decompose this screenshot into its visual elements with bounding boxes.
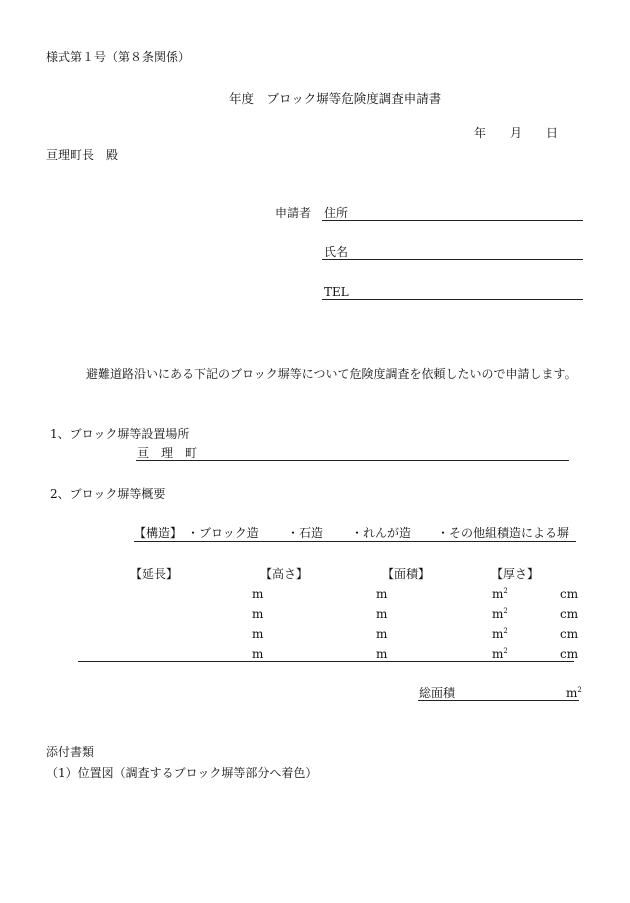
total-area-field-line[interactable] xyxy=(418,700,579,701)
total-area-label: 総面積 xyxy=(419,686,456,700)
location-field-line[interactable] xyxy=(136,460,569,461)
request-statement: 避難道路沿いにある下記のブロック塀等について危険度調査を依頼したいので申請します。 xyxy=(86,367,577,381)
address-label: 住所 xyxy=(324,206,349,220)
structure-option-brick[interactable]: ・れんが造 xyxy=(351,526,412,540)
tel-field-line[interactable] xyxy=(322,299,583,300)
total-area-unit: $m^2$ xyxy=(566,686,582,700)
height-unit: m xyxy=(376,647,388,661)
thickness-unit: cm xyxy=(560,647,579,661)
thickness-unit: cm xyxy=(560,607,579,621)
table-bottom-line xyxy=(78,661,574,662)
header-length: 【延長】 xyxy=(130,567,179,581)
structure-option-other[interactable]: ・その他組積造による塀 xyxy=(437,526,570,540)
tel-label: TEL xyxy=(324,285,349,299)
section2-heading: 2、ブロック塀等概要 xyxy=(50,487,166,501)
length-unit: m xyxy=(252,587,264,601)
area-unit: $m^2$ xyxy=(492,647,508,661)
structure-option-block[interactable]: ・ブロック造 xyxy=(187,526,259,540)
structure-label: 【構造】 xyxy=(134,526,183,540)
address-field-line[interactable] xyxy=(322,220,583,221)
name-field-line[interactable] xyxy=(322,259,583,260)
height-unit: m xyxy=(376,587,388,601)
structure-underline xyxy=(134,541,576,542)
height-unit: m xyxy=(376,607,388,621)
page-title: 年度 ブロック塀等危険度調査申請書 xyxy=(229,91,442,106)
thickness-unit: cm xyxy=(560,587,579,601)
form-number: 様式第１号（第８条関係） xyxy=(46,50,191,64)
section1-heading: 1、ブロック塀等設置場所 xyxy=(50,427,190,441)
applicant-label: 申請者 xyxy=(275,206,312,220)
town-name: 亘 理 町 xyxy=(137,446,198,460)
length-unit: m xyxy=(252,607,264,621)
date-year: 年 xyxy=(474,126,487,140)
thickness-unit: cm xyxy=(560,627,579,641)
structure-option-stone[interactable]: ・石造 xyxy=(287,526,324,540)
date-month: 月 xyxy=(510,126,523,140)
attachment-item: （1）位置図（調査するブロック塀等部分へ着色） xyxy=(46,766,318,780)
area-unit: $m^2$ xyxy=(492,587,508,601)
area-unit: $m^2$ xyxy=(492,607,508,621)
date-day: 日 xyxy=(546,126,559,140)
area-unit: $m^2$ xyxy=(492,627,508,641)
header-area: 【面積】 xyxy=(382,567,431,581)
attachments-heading: 添付書類 xyxy=(46,745,95,759)
header-height: 【高さ】 xyxy=(260,567,309,581)
length-unit: m xyxy=(252,647,264,661)
addressee: 亘理町長 殿 xyxy=(46,148,119,162)
length-unit: m xyxy=(252,627,264,641)
header-thickness: 【厚さ】 xyxy=(491,567,540,581)
height-unit: m xyxy=(376,627,388,641)
name-label: 氏名 xyxy=(324,245,349,259)
